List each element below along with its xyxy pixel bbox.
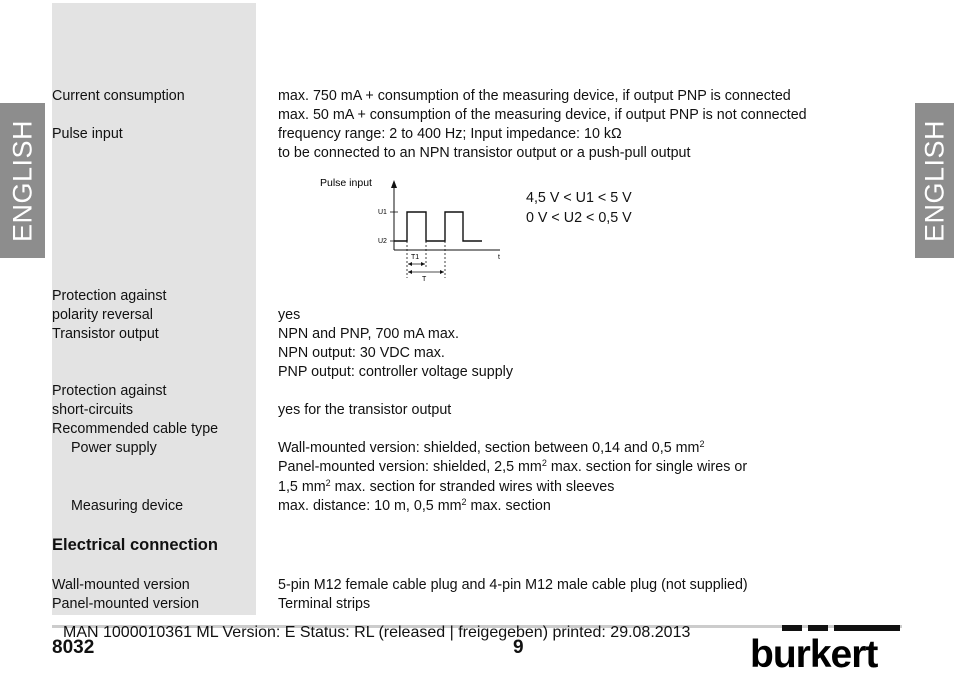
pulse-input-value-2: to be connected to an NPN transistor output or a push-pull output xyxy=(278,145,691,161)
u2-voltage-range: 0 V < U2 < 0,5 V xyxy=(526,210,632,226)
wall-mounted-value: 5-pin M12 female cable plug and 4-pin M12 male cable plug (not supplied) xyxy=(278,577,748,593)
pulse-input-diagram xyxy=(320,172,515,287)
diagram-u2-label: U2 xyxy=(378,238,387,245)
transistor-output-value-3: PNP output: controller voltage supply xyxy=(278,364,513,380)
diagram-t1-label: T1 xyxy=(411,254,420,261)
current-consumption-label: Current consumption xyxy=(52,88,185,104)
polarity-label-2: polarity reversal xyxy=(52,307,153,323)
short-circuit-label-1: Protection against xyxy=(52,383,167,399)
power-supply-value-1: Wall-mounted version: shielded, section between 0,14 and 0,5 $mm^2$ xyxy=(278,439,705,456)
diagram-u1-label: U1 xyxy=(378,209,387,216)
language-tab-left xyxy=(0,103,45,258)
transistor-output-label: Transistor output xyxy=(52,326,159,342)
panel-mounted-value: Terminal strips xyxy=(278,596,371,612)
burkert-logo-text: burkert xyxy=(750,633,878,670)
diagram-t1-arrow-right xyxy=(421,262,425,266)
pulse-input-value-1: frequency range: 2 to 400 Hz; Input impedance: 10 kΩ xyxy=(278,126,622,142)
document-number: 8032 xyxy=(52,637,95,658)
transistor-output-value-1: NPN and PNP, 700 mA max. xyxy=(278,326,459,342)
u1-voltage-range: 4,5 V < U1 < 5 V xyxy=(526,190,632,206)
language-tab-right-label: ENGLISH xyxy=(919,119,949,242)
pulse-input-label: Pulse input xyxy=(52,126,123,142)
polarity-value: yes xyxy=(278,307,301,323)
diagram-period-arrow-left xyxy=(408,270,412,274)
diagram-period-label: T xyxy=(422,276,427,283)
wall-mounted-label: Wall-mounted version xyxy=(52,577,190,593)
transistor-output-value-2: NPN output: 30 VDC max. xyxy=(278,345,445,361)
language-tab-left-label: ENGLISH xyxy=(7,119,37,242)
diagram-waveform xyxy=(394,212,482,241)
panel-mounted-label: Panel-mounted version xyxy=(52,596,200,612)
power-supply-value-3: 1,5 $mm^2$ max. section for stranded wires with sleeves xyxy=(278,478,615,495)
current-consumption-value-2: max. 50 mA + consumption of the measuring device, if output PNP is not connected xyxy=(278,107,807,123)
cable-type-label: Recommended cable type xyxy=(52,421,219,437)
diagram-t1-arrow-left xyxy=(408,262,412,266)
short-circuit-value: yes for the transistor output xyxy=(278,402,452,418)
polarity-label-1: Protection against xyxy=(52,288,167,304)
language-tab-right xyxy=(915,103,954,258)
diagram-y-arrow xyxy=(391,180,397,188)
diagram-t-label: t xyxy=(498,254,500,261)
diagram-title: Pulse input xyxy=(320,177,372,189)
page-number: 9 xyxy=(513,637,524,658)
electrical-connection-heading: Electrical connection xyxy=(52,536,218,554)
measuring-device-label: Measuring device xyxy=(71,498,184,514)
diagram-period-arrow-right xyxy=(440,270,444,274)
short-circuit-label-2: short-circuits xyxy=(52,402,134,418)
current-consumption-value-1: max. 750 mA + consumption of the measuring device, if output PNP is connected xyxy=(278,88,791,104)
burkert-logo xyxy=(750,624,902,670)
power-supply-label: Power supply xyxy=(71,440,157,456)
power-supply-value-2: Panel-mounted version: shielded, 2,5 $mm^2$ max. section for single wires or xyxy=(278,458,748,475)
measuring-device-value: max. distance: 10 m, 0,5 $mm^2$ max. section xyxy=(278,497,551,514)
footer-document-meta: MAN 1000010361 ML Version: E Status: RL (released | freigegeben) printed: 29.08.2013 xyxy=(63,624,691,641)
